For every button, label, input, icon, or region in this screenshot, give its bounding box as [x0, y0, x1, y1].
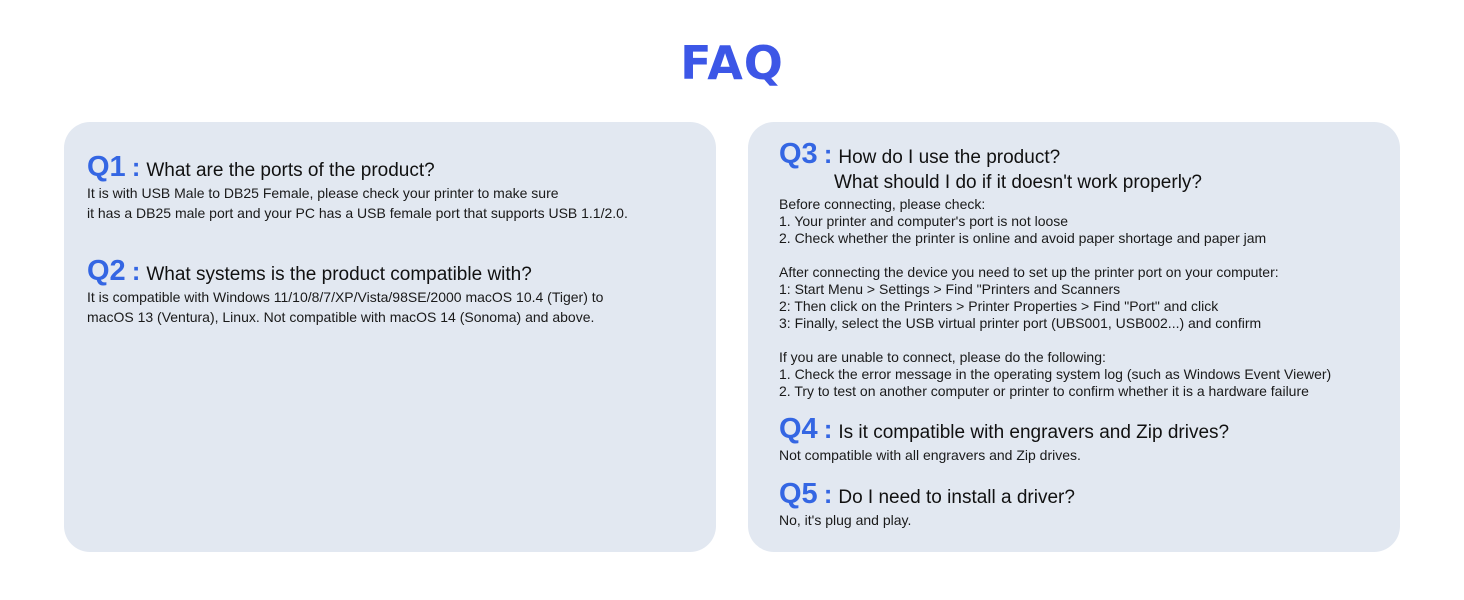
- faq-item-q3: [779, 139, 1386, 400]
- answer-text: Not compatible with all engravers and Zip drives.: [779, 447, 1081, 463]
- question-colon: :: [131, 256, 141, 286]
- question-text: What systems is the product compatible with?: [146, 264, 532, 285]
- question-number: Q2: [87, 255, 126, 287]
- question-text: Is it compatible with engravers and Zip drives?: [838, 422, 1230, 443]
- question-line: [779, 139, 1386, 170]
- question-number: Q3: [779, 138, 818, 170]
- faq-item-q2: [87, 256, 702, 327]
- answer-before-connecting: Before connecting, please check: 1. Your printer and computer's port is not loose 2. Check whether the printer is online and avoid paper shortage and paper jam: [779, 196, 1267, 246]
- question-number: Q5: [779, 478, 818, 510]
- faq-item-q5: [779, 479, 1386, 530]
- question-line: [87, 152, 702, 183]
- faq-card-left: [64, 122, 716, 552]
- answer-text: No, it's plug and play.: [779, 512, 912, 528]
- question-text-continued: What should I do if it doesn't work properly?: [834, 172, 1202, 193]
- question-line: [779, 414, 1386, 445]
- faq-item-q1: [87, 152, 702, 223]
- question-number: Q4: [779, 413, 818, 445]
- spacer: [779, 332, 1386, 349]
- question-text: Do I need to install a driver?: [838, 487, 1075, 508]
- answer-text: It is compatible with Windows 11/10/8/7/XP/Vista/98SE/2000 macOS 10.4 (Tiger) to macOS 13 (Ventura), Linux. Not compatible with macOS 14 (Sonoma) and above.: [87, 289, 604, 325]
- question-line: [87, 256, 702, 287]
- question-colon: :: [823, 414, 833, 444]
- question-number: Q1: [87, 151, 126, 183]
- question-colon: :: [823, 139, 833, 169]
- page-title: FAQ: [0, 33, 1464, 93]
- faq-item-q4: [779, 414, 1386, 465]
- question-text: What are the ports of the product?: [146, 160, 435, 181]
- faq-card-right: [748, 122, 1400, 552]
- answer-unable-to-connect: If you are unable to connect, please do the following: 1. Check the error message in the operating system log (such as Windows Event Viewer) 2. Try to test on another computer or printer to confirm whether it is a hardware failure: [779, 349, 1332, 399]
- question-line: [779, 479, 1386, 510]
- answer-after-connecting: After connecting the device you need to set up the printer port on your computer: 1: Start Menu > Settings > Find "Printers and Scanners 2: Then click on the Printers > Printer Properties > Find "Port" and click 3: Finally, select the USB virtual printer port (UBS001, USB002...) and confirm: [779, 264, 1279, 331]
- answer-text: It is with USB Male to DB25 Female, please check your printer to make sure it has a DB25 male port and your PC has a USB female port that supports USB 1.1/2.0.: [87, 185, 628, 221]
- question-colon: :: [131, 152, 141, 182]
- spacer: [779, 247, 1386, 264]
- question-text: How do I use the product?: [838, 147, 1061, 168]
- question-colon: :: [823, 479, 833, 509]
